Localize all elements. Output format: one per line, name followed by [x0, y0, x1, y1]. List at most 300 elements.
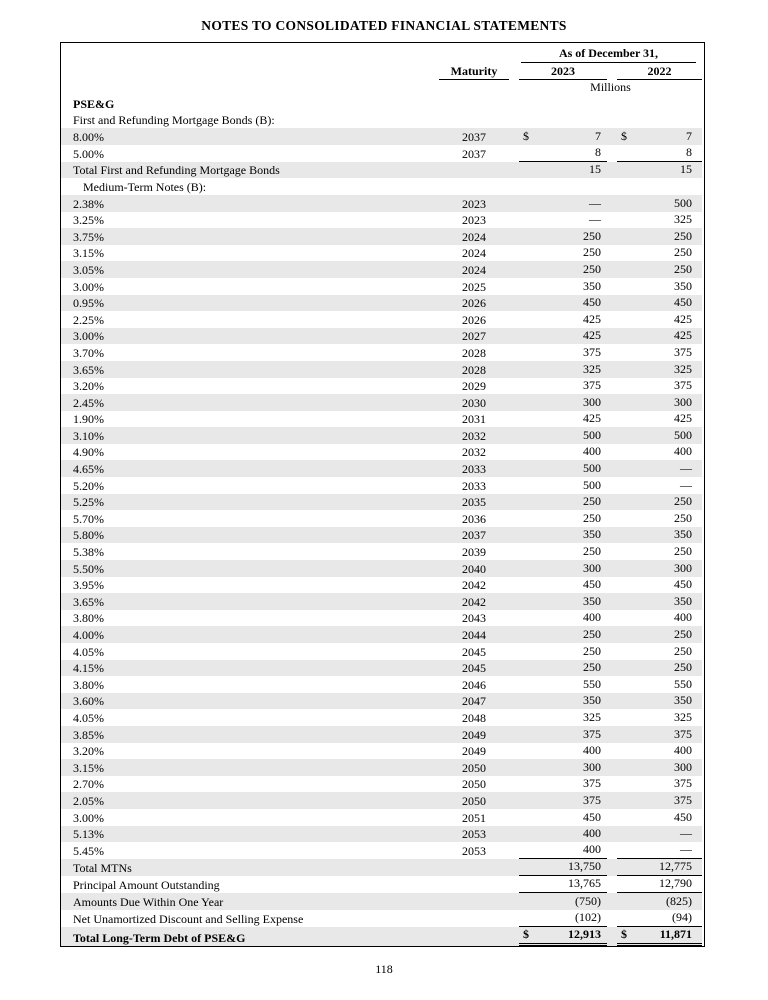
row-label: 4.05%	[73, 710, 104, 725]
amount-value: 350	[674, 693, 693, 708]
column-gap	[607, 344, 617, 361]
amount-value: —	[589, 195, 601, 210]
row-label: 2.38%	[73, 196, 104, 211]
table-row	[61, 494, 702, 511]
row-maturity: 2042	[462, 594, 486, 609]
table-row	[61, 726, 702, 743]
row-maturity: 2043	[462, 611, 486, 626]
row-label: Principal Amount Outstanding	[73, 878, 220, 893]
row-amount-2022	[617, 245, 702, 262]
row-label: 2.70%	[73, 777, 104, 792]
amount-value: 325	[583, 709, 601, 724]
amount-value: 350	[674, 593, 693, 608]
row-amount-2023	[519, 344, 607, 361]
row-amount-2022	[617, 328, 702, 345]
table-header	[61, 43, 702, 95]
amount-value: 400	[674, 444, 693, 459]
row-amount-2022	[617, 626, 702, 643]
row-label: 3.10%	[73, 428, 104, 443]
row-label: 4.90%	[73, 445, 104, 460]
amount-value: 250	[583, 643, 601, 658]
long-term-debt-table	[61, 43, 702, 946]
column-gap	[607, 228, 617, 245]
row-label: 3.15%	[73, 246, 104, 261]
amount-value: 350	[583, 527, 601, 542]
amount-value: 325	[583, 361, 601, 376]
amount-value: 300	[674, 759, 693, 774]
row-amount-2023	[519, 676, 607, 693]
table-row	[61, 792, 702, 809]
row-amount-2023	[519, 826, 607, 843]
row-label: 5.45%	[73, 844, 104, 859]
amount-value: 550	[674, 676, 693, 691]
row-maturity: 2026	[462, 312, 486, 327]
row-amount-2023	[519, 876, 607, 893]
row-amount-2023	[519, 444, 607, 461]
column-gap	[607, 792, 617, 809]
column-gap	[607, 261, 617, 278]
column-gap	[607, 245, 617, 262]
row-maturity: 2044	[462, 628, 486, 642]
amount-value: 7	[686, 128, 693, 143]
amount-value: 400	[583, 743, 601, 758]
row-label: 3.20%	[73, 744, 104, 759]
row-amount-2022	[617, 95, 702, 112]
table-row	[61, 460, 702, 477]
row-amount-2023	[519, 893, 607, 910]
column-gap	[607, 593, 617, 610]
table-row	[61, 809, 702, 826]
row-amount-2023	[519, 112, 607, 129]
column-gap	[607, 112, 617, 129]
row-amount-2022	[617, 344, 702, 361]
year-2023-column-header: 2023	[519, 64, 607, 80]
amount-value: 375	[674, 726, 693, 741]
row-amount-2023	[519, 295, 607, 312]
row-label: First and Refunding Mortgage Bonds (B):	[73, 113, 275, 128]
row-amount-2023	[519, 394, 607, 411]
row-label: 4.05%	[73, 644, 104, 659]
column-gap	[607, 876, 617, 893]
row-amount-2022	[617, 543, 702, 560]
column-gap	[607, 378, 617, 395]
row-maturity: 2033	[462, 478, 486, 493]
row-label: 3.05%	[73, 262, 104, 277]
row-amount-2022	[617, 660, 702, 677]
row-maturity: 2025	[462, 279, 486, 294]
row-amount-2022	[617, 792, 702, 809]
row-label: 3.75%	[73, 229, 104, 244]
maturity-column-header: Maturity	[439, 64, 509, 80]
column-gap	[607, 444, 617, 461]
row-maturity: 2030	[462, 395, 486, 410]
row-amount-2023	[519, 328, 607, 345]
row-maturity: 2029	[462, 379, 486, 394]
row-amount-2022	[617, 278, 702, 295]
column-gap	[607, 128, 617, 145]
amount-value: 375	[583, 776, 601, 791]
row-label: 5.13%	[73, 827, 104, 842]
table-row	[61, 145, 702, 162]
amount-value: 8	[595, 144, 601, 159]
column-gap	[607, 643, 617, 660]
amount-value: 300	[583, 394, 601, 409]
row-label: 5.20%	[73, 478, 104, 493]
table-row	[61, 876, 702, 893]
table-row	[61, 709, 702, 726]
amount-value: 500	[583, 477, 601, 492]
row-maturity: 2035	[462, 495, 486, 510]
row-amount-2022	[617, 610, 702, 627]
row-maturity: 2050	[462, 777, 486, 792]
row-maturity: 2026	[462, 296, 486, 311]
table-row	[61, 228, 702, 245]
table-row	[61, 842, 702, 859]
row-amount-2022	[617, 809, 702, 826]
units-label: Millions	[590, 80, 631, 94]
table-row	[61, 776, 702, 793]
row-amount-2022	[617, 477, 702, 494]
column-gap	[607, 693, 617, 710]
row-maturity: 2037	[462, 528, 486, 543]
table-row	[61, 593, 702, 610]
row-label: Total First and Refunding Mortgage Bonds	[73, 163, 280, 178]
table-row	[61, 95, 702, 112]
table-row	[61, 543, 702, 560]
row-amount-2022	[617, 893, 702, 910]
row-maturity: 2028	[462, 345, 486, 360]
amount-value: 12,775	[659, 859, 693, 874]
amount-value: —	[680, 826, 693, 841]
row-amount-2023	[519, 577, 607, 594]
column-gap	[607, 826, 617, 843]
amount-value: 500	[583, 427, 601, 442]
row-maturity: 2048	[462, 710, 486, 725]
row-label: 5.38%	[73, 545, 104, 560]
row-amount-2022	[617, 709, 702, 726]
column-gap	[607, 411, 617, 428]
table-row	[61, 394, 702, 411]
amount-value: 425	[674, 328, 693, 343]
amount-value: 250	[674, 261, 693, 276]
row-label: 4.65%	[73, 462, 104, 477]
amount-value: 250	[583, 627, 601, 641]
row-label: 3.60%	[73, 694, 104, 709]
amount-value: (102)	[575, 909, 601, 924]
row-amount-2023	[519, 660, 607, 677]
column-gap	[607, 859, 617, 876]
amount-value: 350	[674, 278, 693, 293]
column-gap	[607, 927, 617, 946]
page-title: NOTES TO CONSOLIDATED FINANCIAL STATEMENTS	[201, 18, 567, 33]
amount-value: (825)	[666, 893, 693, 908]
row-amount-2023	[519, 361, 607, 378]
amount-value: 11,871	[659, 926, 693, 941]
table-row	[61, 178, 702, 195]
column-gap	[607, 776, 617, 793]
amount-value: 375	[583, 726, 601, 741]
row-amount-2022	[617, 876, 702, 893]
amount-value: 250	[583, 510, 601, 525]
table-row	[61, 826, 702, 843]
row-amount-2023	[519, 560, 607, 577]
row-amount-2023	[519, 626, 607, 643]
table-row	[61, 743, 702, 760]
row-maturity: 2047	[462, 694, 486, 709]
table-row	[61, 295, 702, 312]
amount-value: 450	[674, 295, 693, 310]
row-amount-2023	[519, 776, 607, 793]
amount-value: 12,913	[568, 926, 601, 941]
amount-value: 425	[674, 411, 693, 426]
row-maturity: 2023	[462, 213, 486, 228]
amount-value: 250	[583, 544, 601, 559]
row-amount-2022	[617, 311, 702, 328]
column-gap	[607, 361, 617, 378]
row-maturity	[429, 893, 519, 910]
row-amount-2022	[617, 228, 702, 245]
amount-value: 425	[583, 411, 601, 426]
column-gap	[607, 494, 617, 511]
column-gap	[607, 510, 617, 527]
column-gap	[607, 842, 617, 859]
currency-symbol: $	[523, 128, 529, 143]
column-gap	[607, 427, 617, 444]
row-amount-2023	[519, 411, 607, 428]
debt-table-body	[61, 95, 702, 946]
column-gap	[607, 743, 617, 760]
row-label: 5.80%	[73, 528, 104, 543]
row-amount-2022	[617, 759, 702, 776]
row-label: 5.50%	[73, 561, 104, 576]
amount-value: 450	[674, 577, 693, 592]
row-maturity: 2049	[462, 727, 486, 742]
amount-value: 450	[674, 809, 693, 824]
amount-value: —	[680, 461, 693, 476]
row-amount-2023	[519, 643, 607, 660]
row-amount-2022	[617, 826, 702, 843]
amount-value: (94)	[672, 909, 693, 924]
row-label: 1.90%	[73, 412, 104, 427]
row-label: 3.80%	[73, 611, 104, 626]
amount-value: 350	[674, 527, 693, 542]
table-row	[61, 112, 702, 129]
row-maturity: 2024	[462, 229, 486, 244]
amount-value: 7	[595, 128, 601, 143]
table-row	[61, 344, 702, 361]
row-amount-2023	[519, 693, 607, 710]
as-of-date-header: As of December 31,	[521, 46, 696, 63]
row-amount-2023	[519, 709, 607, 726]
row-maturity: 2053	[462, 827, 486, 842]
amount-value: 250	[583, 245, 601, 260]
row-label: 4.00%	[73, 628, 104, 642]
amount-value: 250	[674, 627, 693, 641]
row-label: 4.15%	[73, 661, 104, 676]
amount-value: 350	[583, 278, 601, 293]
row-maturity: 2036	[462, 511, 486, 526]
amount-value: 250	[674, 660, 693, 675]
row-label: 3.00%	[73, 329, 104, 344]
row-label: 3.65%	[73, 362, 104, 377]
row-amount-2022	[617, 427, 702, 444]
column-gap	[607, 178, 617, 195]
column-gap	[607, 162, 617, 179]
row-amount-2022	[617, 178, 702, 195]
row-amount-2023	[519, 593, 607, 610]
row-maturity: 2039	[462, 545, 486, 560]
row-maturity: 2031	[462, 412, 486, 427]
row-amount-2022	[617, 643, 702, 660]
row-amount-2023	[519, 427, 607, 444]
column-gap	[607, 460, 617, 477]
row-maturity: 2051	[462, 810, 486, 825]
amount-value: 300	[674, 394, 693, 409]
row-amount-2023	[519, 195, 607, 212]
row-label: 3.65%	[73, 594, 104, 609]
column-gap	[607, 676, 617, 693]
column-gap	[607, 809, 617, 826]
row-maturity: 2027	[462, 329, 486, 344]
row-amount-2023	[519, 477, 607, 494]
table-row	[61, 477, 702, 494]
amount-value: 450	[583, 809, 601, 824]
row-amount-2023	[519, 311, 607, 328]
row-amount-2022	[617, 560, 702, 577]
row-amount-2023	[519, 510, 607, 527]
amount-value: 375	[583, 344, 601, 359]
row-amount-2023	[519, 726, 607, 743]
row-amount-2023	[519, 278, 607, 295]
amount-value: 375	[583, 378, 601, 393]
row-maturity: 2040	[462, 561, 486, 576]
amount-value: 250	[674, 245, 693, 260]
row-maturity: 2042	[462, 578, 486, 593]
amount-value: 450	[583, 577, 601, 592]
row-maturity: 2050	[462, 760, 486, 775]
row-maturity: 2024	[462, 246, 486, 261]
amount-value: 300	[583, 560, 601, 575]
amount-value: 8	[686, 144, 693, 159]
row-amount-2022	[617, 726, 702, 743]
amount-value: 425	[583, 328, 601, 343]
row-amount-2023	[519, 228, 607, 245]
column-gap	[607, 610, 617, 627]
header-row-columns	[61, 63, 702, 80]
row-amount-2022	[617, 394, 702, 411]
amount-value: 15	[680, 162, 693, 177]
amount-value: 500	[674, 195, 693, 210]
row-label: Net Unamortized Discount and Selling Expense	[73, 911, 304, 926]
row-amount-2023	[519, 212, 607, 229]
column-gap	[607, 212, 617, 229]
amount-value: 250	[674, 494, 693, 509]
column-gap	[607, 95, 617, 112]
row-maturity: 2024	[462, 262, 486, 277]
amount-value: —	[680, 842, 693, 857]
table-row	[61, 311, 702, 328]
header-row-asof	[61, 43, 702, 63]
row-amount-2022	[617, 195, 702, 212]
amount-value: 15	[589, 162, 601, 177]
column-gap	[607, 278, 617, 295]
amount-value: 325	[674, 361, 693, 376]
amount-value: 375	[674, 792, 693, 807]
table-row	[61, 162, 702, 179]
row-amount-2022	[617, 776, 702, 793]
amount-value: 13,750	[568, 859, 601, 874]
column-gap	[607, 145, 617, 162]
row-label: 3.25%	[73, 213, 104, 228]
row-label: 3.00%	[73, 810, 104, 825]
amount-value: 400	[674, 743, 693, 758]
row-amount-2023	[519, 743, 607, 760]
row-amount-2022	[617, 112, 702, 129]
amount-value: 12,790	[659, 876, 693, 891]
row-label: 2.45%	[73, 395, 104, 410]
column-gap	[607, 759, 617, 776]
header-row-units	[61, 80, 702, 95]
row-maturity: 2028	[462, 362, 486, 377]
amount-value: 400	[583, 444, 601, 459]
row-amount-2022	[617, 743, 702, 760]
amount-value: 375	[674, 378, 693, 393]
amount-value: 350	[583, 593, 601, 608]
row-maturity: 2037	[462, 146, 486, 161]
row-amount-2022	[617, 145, 702, 162]
column-gap	[607, 328, 617, 345]
table-row	[61, 378, 702, 395]
row-amount-2022	[617, 494, 702, 511]
table-row	[61, 128, 702, 145]
amount-value: 375	[674, 776, 693, 791]
amount-value: 250	[583, 261, 601, 276]
row-maturity	[429, 876, 519, 893]
amount-value: 550	[583, 676, 601, 691]
amount-value: 250	[583, 228, 601, 243]
row-amount-2022	[617, 676, 702, 693]
row-amount-2022	[617, 910, 702, 927]
row-label: Total Long-Term Debt of PSE&G	[73, 930, 246, 945]
amount-value: 300	[674, 560, 693, 575]
row-label: Total MTNs	[73, 861, 132, 876]
row-label: Medium-Term Notes (B):	[83, 179, 207, 194]
row-amount-2022	[617, 460, 702, 477]
row-label: 5.25%	[73, 495, 104, 510]
table-row	[61, 927, 702, 946]
row-amount-2023	[519, 178, 607, 195]
table-row	[61, 361, 702, 378]
amount-value: 400	[583, 610, 601, 625]
row-amount-2023	[519, 859, 607, 876]
row-label: 2.25%	[73, 312, 104, 327]
row-maturity: 2046	[462, 677, 486, 692]
row-maturity	[429, 178, 519, 195]
row-amount-2023	[519, 245, 607, 262]
row-amount-2023	[519, 842, 607, 859]
row-amount-2023	[519, 162, 607, 179]
amount-value: 13,765	[568, 876, 601, 891]
table-row	[61, 195, 702, 212]
row-label: 5.70%	[73, 511, 104, 526]
table-row	[61, 245, 702, 262]
amount-value: 400	[583, 826, 601, 841]
row-label: 3.70%	[73, 345, 104, 360]
row-amount-2023	[519, 95, 607, 112]
amount-value: 350	[583, 693, 601, 708]
amount-value: 250	[674, 228, 693, 243]
row-maturity	[429, 910, 519, 927]
